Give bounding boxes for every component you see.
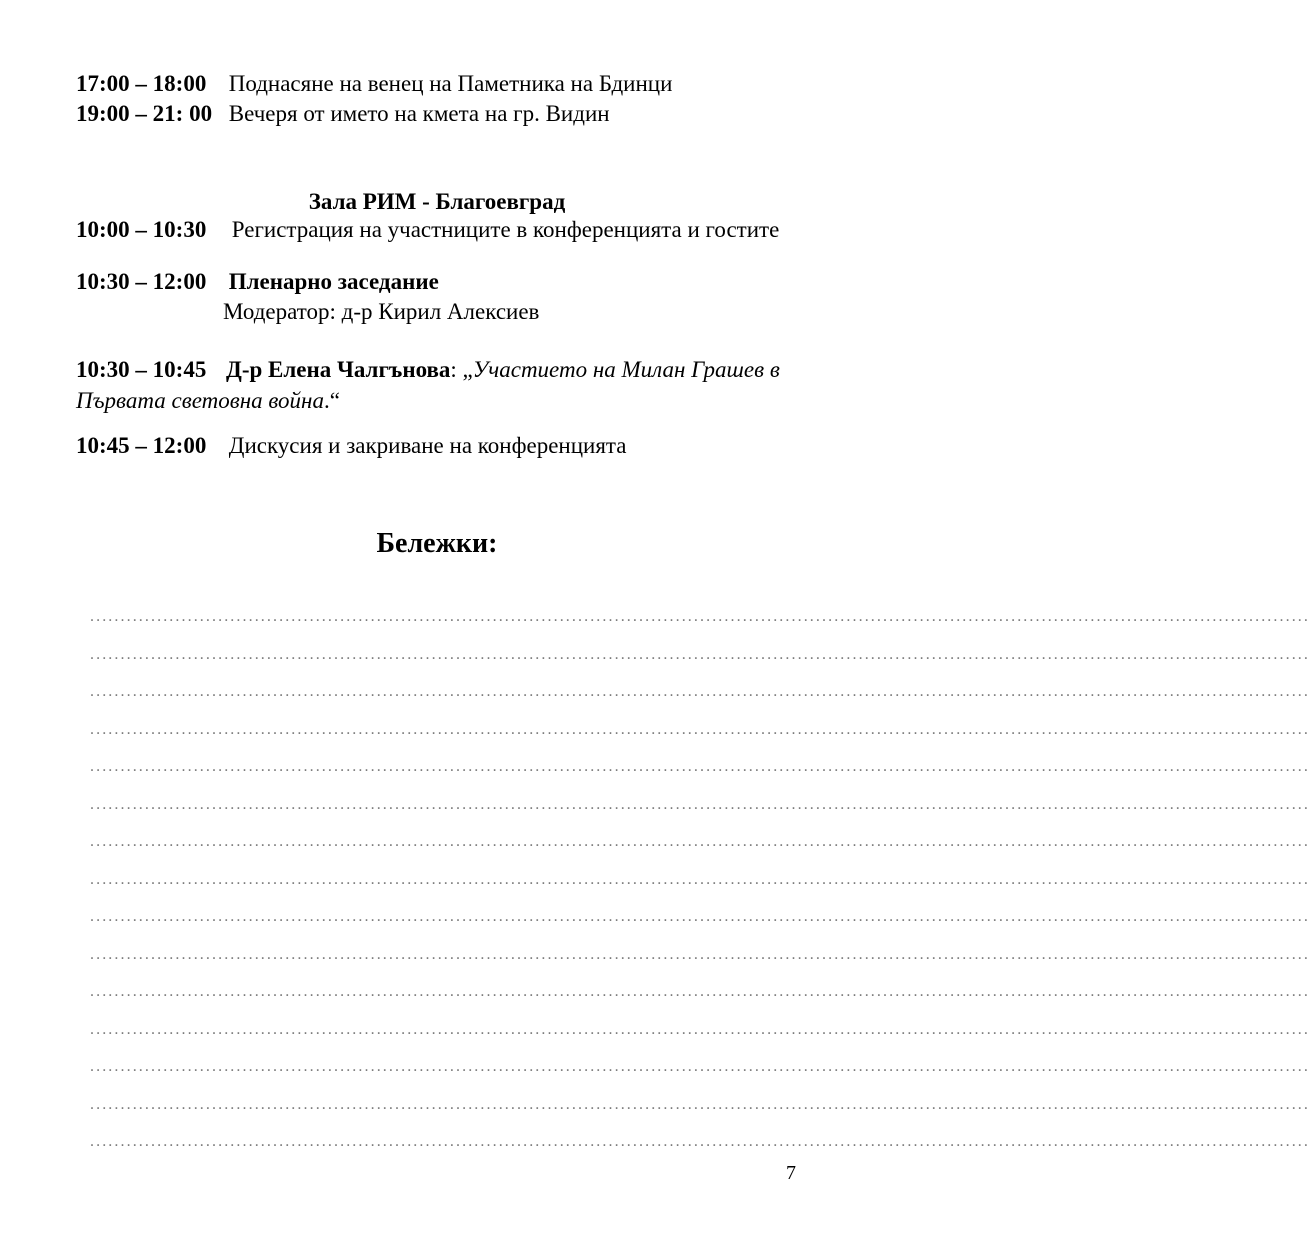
session-title: Пленарно заседание (228, 269, 439, 294)
time-label: 10:30 – 10:45 (76, 357, 207, 382)
note-line: ........................................................................................................................................................................................................ (90, 683, 1310, 700)
note-line: ........................................................................................................................................................................................................ (90, 645, 1310, 663)
page-number: 7 (786, 1162, 796, 1184)
hall-title: Зала РИМ - Благоевград (308, 189, 566, 214)
note-line: ........................................................................................................................................................................................................ (90, 908, 1310, 925)
notes-title: Бележки: (376, 528, 498, 559)
quote-open: : „ (450, 357, 473, 382)
time-label: 10:00 – 10:30 (76, 217, 207, 242)
event-text: Регистрация на участниците в конференцията и гостите (231, 217, 780, 242)
time-label: 19:00 – 21: 00 (76, 101, 213, 126)
talk-title-continuation (76, 387, 340, 415)
note-line: ........................................................................................................................................................................................................ (90, 1020, 1310, 1038)
talk-title-line2: Първата световна война (76, 388, 324, 413)
note-line: ........................................................................................................................................................................................................ (90, 608, 1310, 625)
note-line: ........................................................................................................................................................................................................ (90, 983, 1310, 1000)
time-label: 17:00 – 18:00 (76, 71, 207, 96)
note-line: ........................................................................................................................................................................................................ (90, 1133, 1310, 1150)
note-line: ........................................................................................................................................................................................................ (90, 720, 1310, 738)
time-label: 10:45 – 12:00 (76, 433, 207, 458)
note-line: ........................................................................................................................................................................................................ (90, 870, 1310, 888)
note-line: ........................................................................................................................................................................................................ (90, 945, 1310, 963)
event-text: Вечеря от името на кмета на гр. Видин (228, 101, 610, 126)
schedule-row-dinner (76, 100, 610, 128)
moderator-line: Модератор: д-р Кирил Алексиев (223, 299, 540, 324)
event-text: Поднасяне на венец на Паметника на Бдинци (228, 71, 673, 96)
note-line: ........................................................................................................................................................................................................ (90, 1058, 1310, 1075)
schedule-row-talk (76, 356, 780, 384)
note-line: ........................................................................................................................................................................................................ (90, 795, 1310, 813)
note-line: ........................................................................................................................................................................................................ (90, 1095, 1310, 1113)
quote-close: .“ (323, 388, 340, 413)
speaker-name: Д-р Елена Чалгънова (226, 357, 451, 382)
schedule-row-plenary (76, 268, 439, 296)
time-label: 10:30 – 12:00 (76, 269, 207, 294)
schedule-row-discussion (76, 432, 626, 460)
talk-title-line1: Участието на Милан Грашев в (472, 357, 780, 382)
schedule-row-registration (76, 216, 779, 244)
schedule-row-wreath (76, 70, 672, 98)
event-text: Дискусия и закриване на конференцията (228, 433, 627, 458)
note-line: ........................................................................................................................................................................................................ (90, 833, 1310, 850)
note-line: ........................................................................................................................................................................................................ (90, 758, 1310, 775)
